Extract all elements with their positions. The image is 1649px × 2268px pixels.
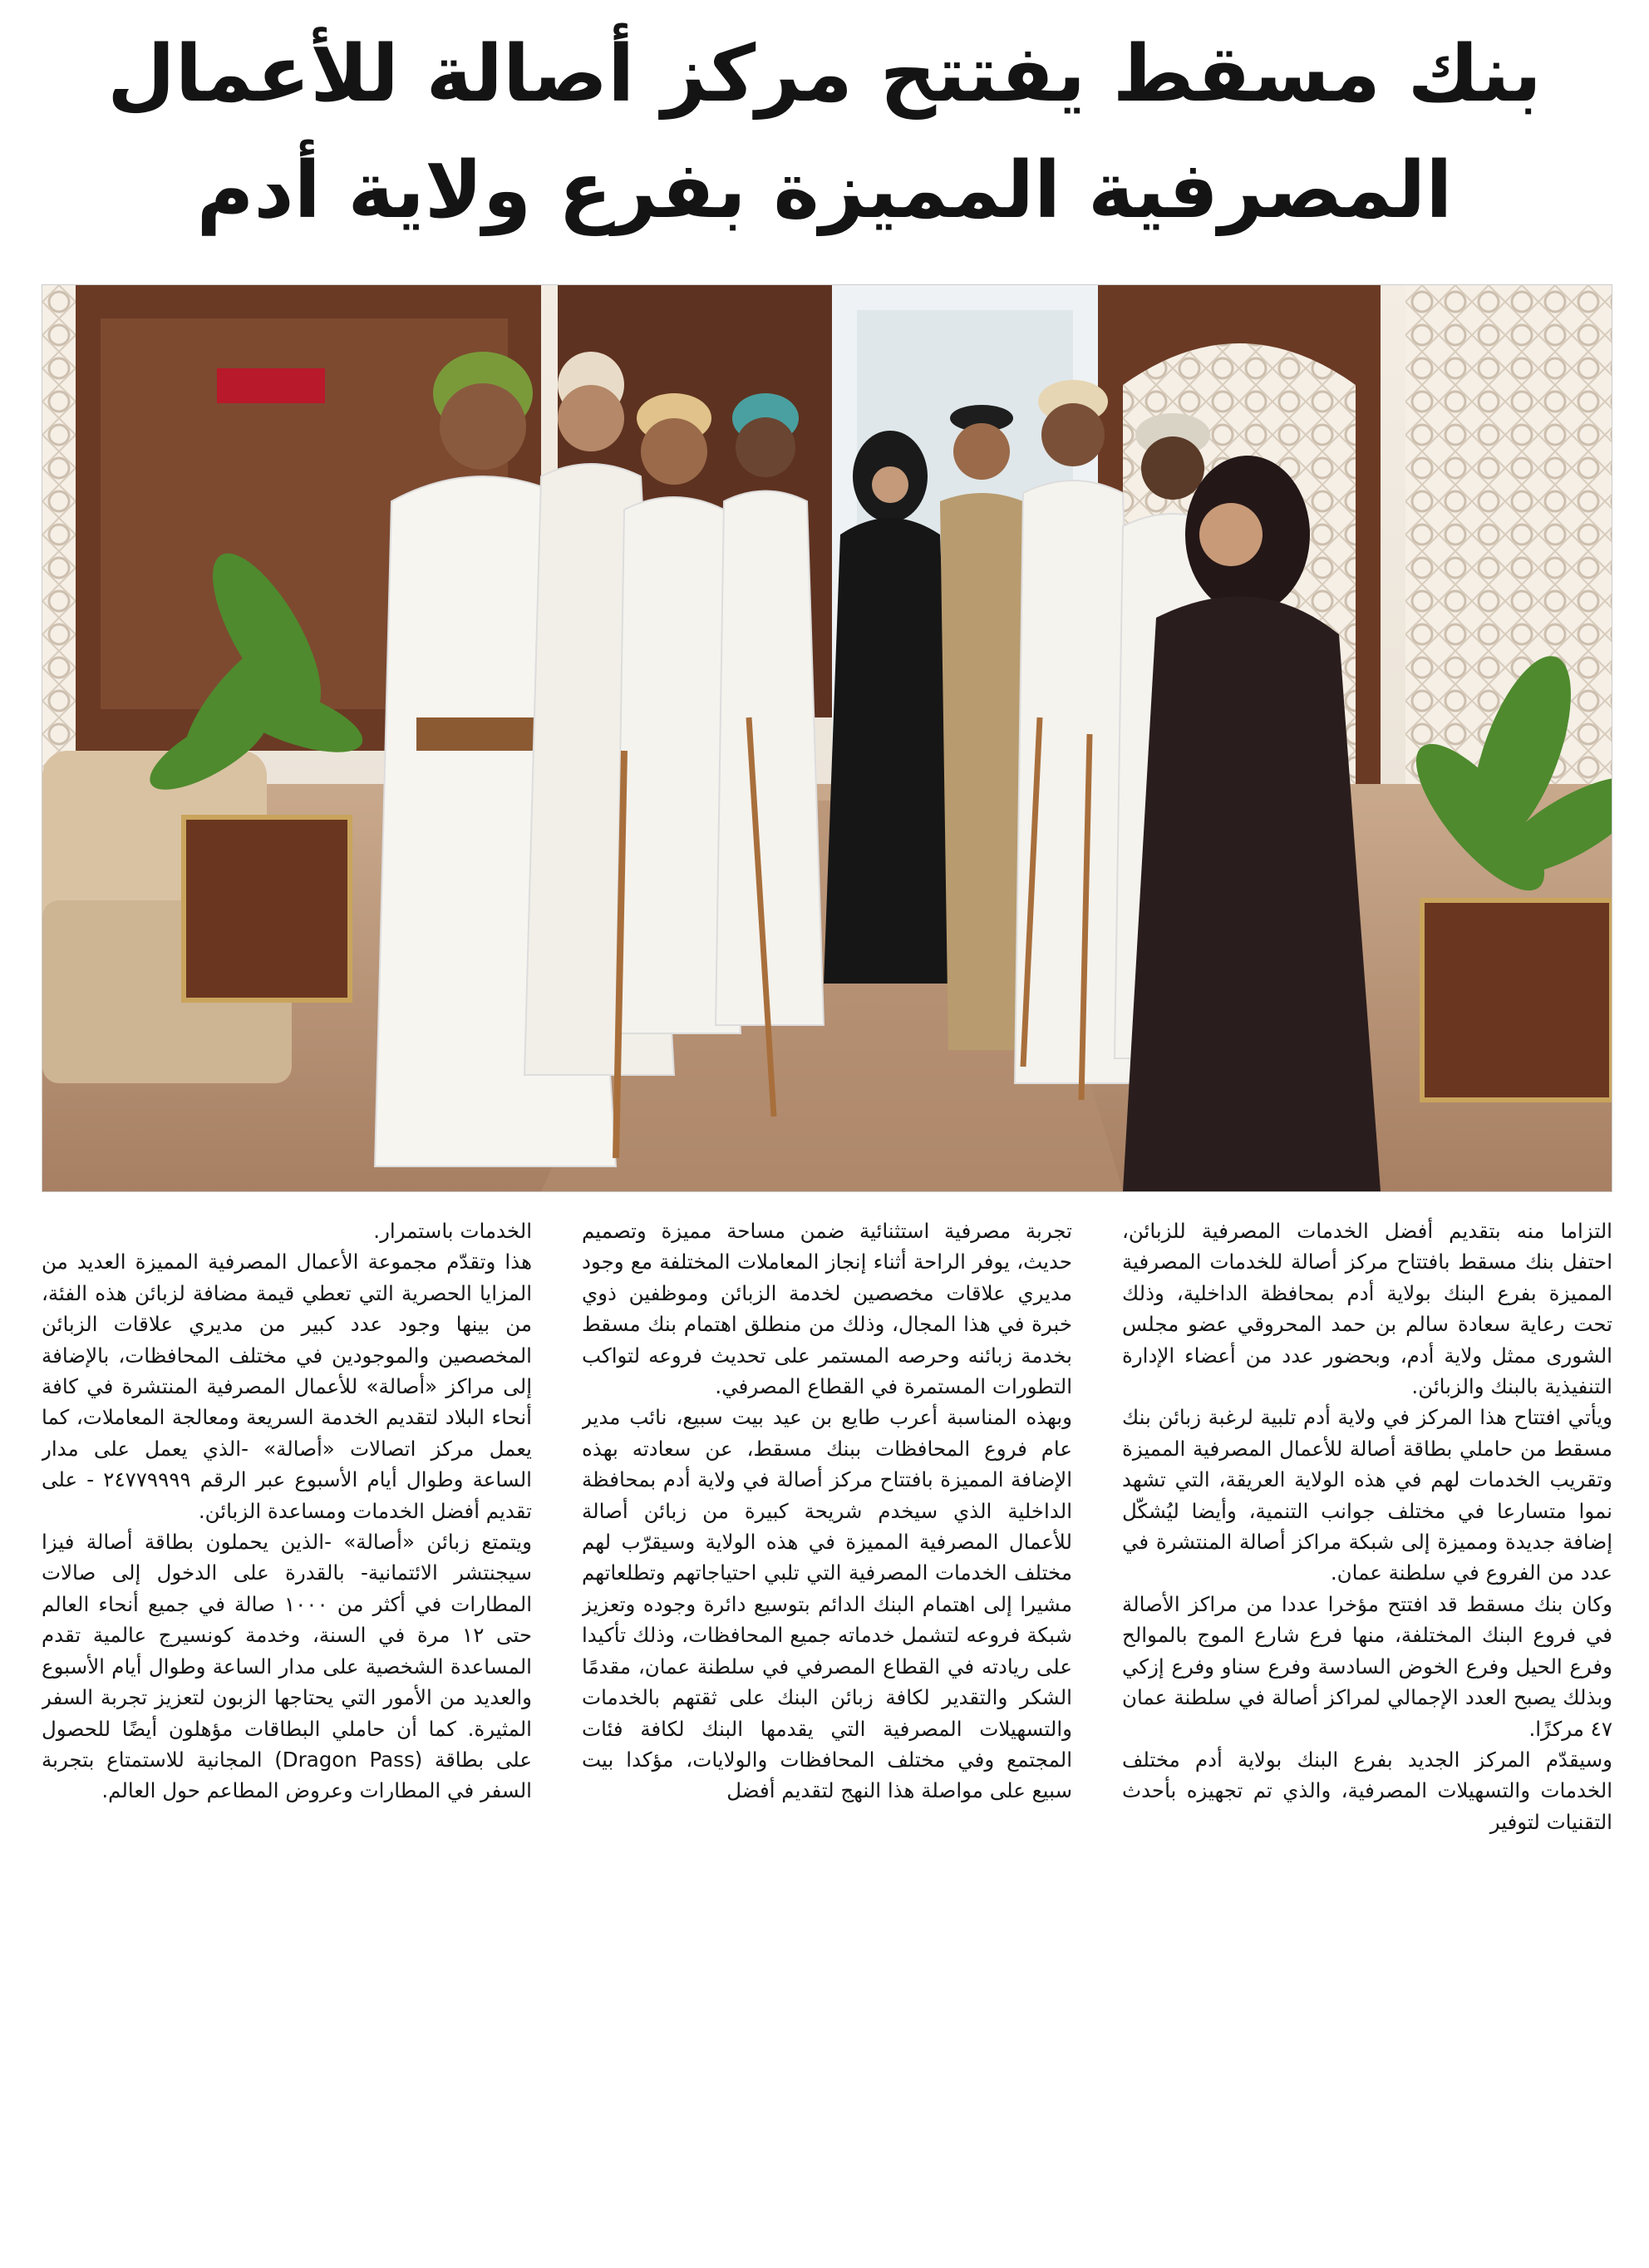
paragraph: هذا وتقدّم مجموعة الأعمال المصرفية المميزة العديد من المزايا الحصرية التي تعطي قيمة مضافة لزبائن هذه الفئة، من بينها وجود عدد كبير من مديري علاقات الزبائن المخصصين والموجودين في مختلف المحافظات، بالإضافة إلى مراكز «أصالة» للأعمال المصرفية المنتشرة في كافة أنحاء البلاد لتقديم الخدمة السريعة ومعالجة المعاملات، كما يعمل مركز اتصالات «أصالة» -الذي يعمل على مدار الساعة وطوال أيام الأسبوع عبر الرقم ٢٤٧٧٩٩٩٩ - على تقديم أفضل الخدمات ومساعدة الزبائن. xyxy=(42,1250,532,1523)
paragraph: ويأتي افتتاح هذا المركز في ولاية أدم تلبية لرغبة زبائن بنك مسقط من حاملي بطاقة أصالة للأعمال المصرفية المميزة وتقريب الخدمات لهم في هذه الولاية العريقة، التي تشهد نموا متسارعا في مختلف جوانب التنمية، وأيضا ليُشكّل إضافة جديدة ومميزة إلى شبكة مراكز أصالة المنتشرة في عدد من الفروع في سلطنة عمان. xyxy=(1122,1405,1612,1585)
article-column-3 xyxy=(42,1215,532,2246)
paragraph: التزاما منه بتقديم أفضل الخدمات المصرفية للزبائن، احتفل بنك مسقط بافتتاح مركز أصالة للخدمات المصرفية المميزة بفرع البنك بولاية أدم بمحافظة الداخلية، وذلك تحت رعاية سعادة سالم بن حمد المحروقي عضو مجلس الشورى ممثل ولاية أدم، وبحضور عدد من أعضاء الإدارة التنفيذية بالبنك والزبائن. xyxy=(1122,1219,1612,1399)
paragraph: تجربة مصرفية استثنائية ضمن مساحة مميزة وتصميم حديث، يوفر الراحة أثناء إنجاز المعاملات المختلفة مع وجود مديري علاقات مخصصين لخدمة الزبائن وموظفين ذوي خبرة في هذا المجال، وذلك من منطلق اهتمام بنك مسقط بخدمة زبائنه وحرصه المستمر على تحديث فروعه لتواكب التطورات المستمرة في القطاع المصرفي. xyxy=(582,1219,1072,1399)
article-photo xyxy=(42,284,1612,1192)
paragraph: وكان بنك مسقط قد افتتح مؤخرا عددا من مراكز الأصالة في فروع البنك المختلفة، منها فرع شارع الموج بالموالح وفرع الحيل وفرع الخوض السادسة وفرع سناو وفرع إزكي وبذلك يصبح العدد الإجمالي لمراكز أصالة في سلطنة عمان ٤٧ مركزًا. xyxy=(1122,1591,1612,1741)
paragraph: وبهذه المناسبة أعرب طايع بن عيد بيت سبيع، نائب مدير عام فروع المحافظات ببنك مسقط، عن سعادته بهذه الإضافة المميزة بافتتاح مركز أصالة في ولاية أدم بمحافظة الداخلية الذي سيخدم شريحة كبيرة من زبائن أصالة للأعمال المصرفية المميزة في هذه الولاية وسيقرّب لهم مختلف الخدمات المصرفية التي تلبي احتياجاتهم وتطلعاتهم مشيرا إلى اهتمام البنك الدائم بتوسيع دائرة وجوده وتعزيز شبكة فروعه لتشمل خدماته جميع المحافظات، وذلك تأكيدا على ريادته في القطاع المصرفي في سلطنة عمان، مقدمًا الشكر والتقدير لكافة زبائن البنك على ثقتهم بالخدمات والتسهيلات المصرفية التي يقدمها البنك لكافة فئات المجتمع وفي مختلف المحافظات والولايات، مؤكدا بيت سبيع على مواصلة هذا النهج لتقديم أفضل xyxy=(582,1405,1072,1803)
sign-icon xyxy=(217,368,325,403)
article-column-1 xyxy=(1122,1215,1612,2246)
headline-line-1: بنك مسقط يفتتح مركز أصالة للأعمال xyxy=(107,29,1542,120)
paragraph: الخدمات باستمرار. xyxy=(373,1219,532,1243)
headline-line-2: المصرفية المميزة بفرع ولاية أدم xyxy=(196,145,1453,236)
article-column-2 xyxy=(582,1215,1072,2246)
headline xyxy=(33,17,1616,249)
paragraph: ويتمتع زبائن «أصالة» -الذين يحملون بطاقة أصالة فيزا سيجنتشر الائتمانية- بالقدرة على الدخول إلى صالات المطارات في أكثر من ١٠٠٠ صالة في جميع أنحاء العالم حتى ١٢ مرة في السنة، وخدمة كونسيرج عالمية تقدم المساعدة الشخصية على مدار الساعة وطوال أيام الأسبوع والعديد من الأمور التي يحتاجها الزبون لتعزيز تجربة السفر المثيرة. كما أن حاملي البطاقات مؤهلون أيضًا للحصول على بطاقة (Dragon Pass) المجانية للاستمتاع بتجربة السفر في المطارات وعروض المطاعم حول العالم. xyxy=(42,1530,532,1803)
paragraph: وسيقدّم المركز الجديد بفرع البنك بولاية أدم مختلف الخدمات والتسهيلات المصرفية، والذي تم تجهيزه بأحدث التقنيات لتوفير xyxy=(1122,1747,1612,1834)
